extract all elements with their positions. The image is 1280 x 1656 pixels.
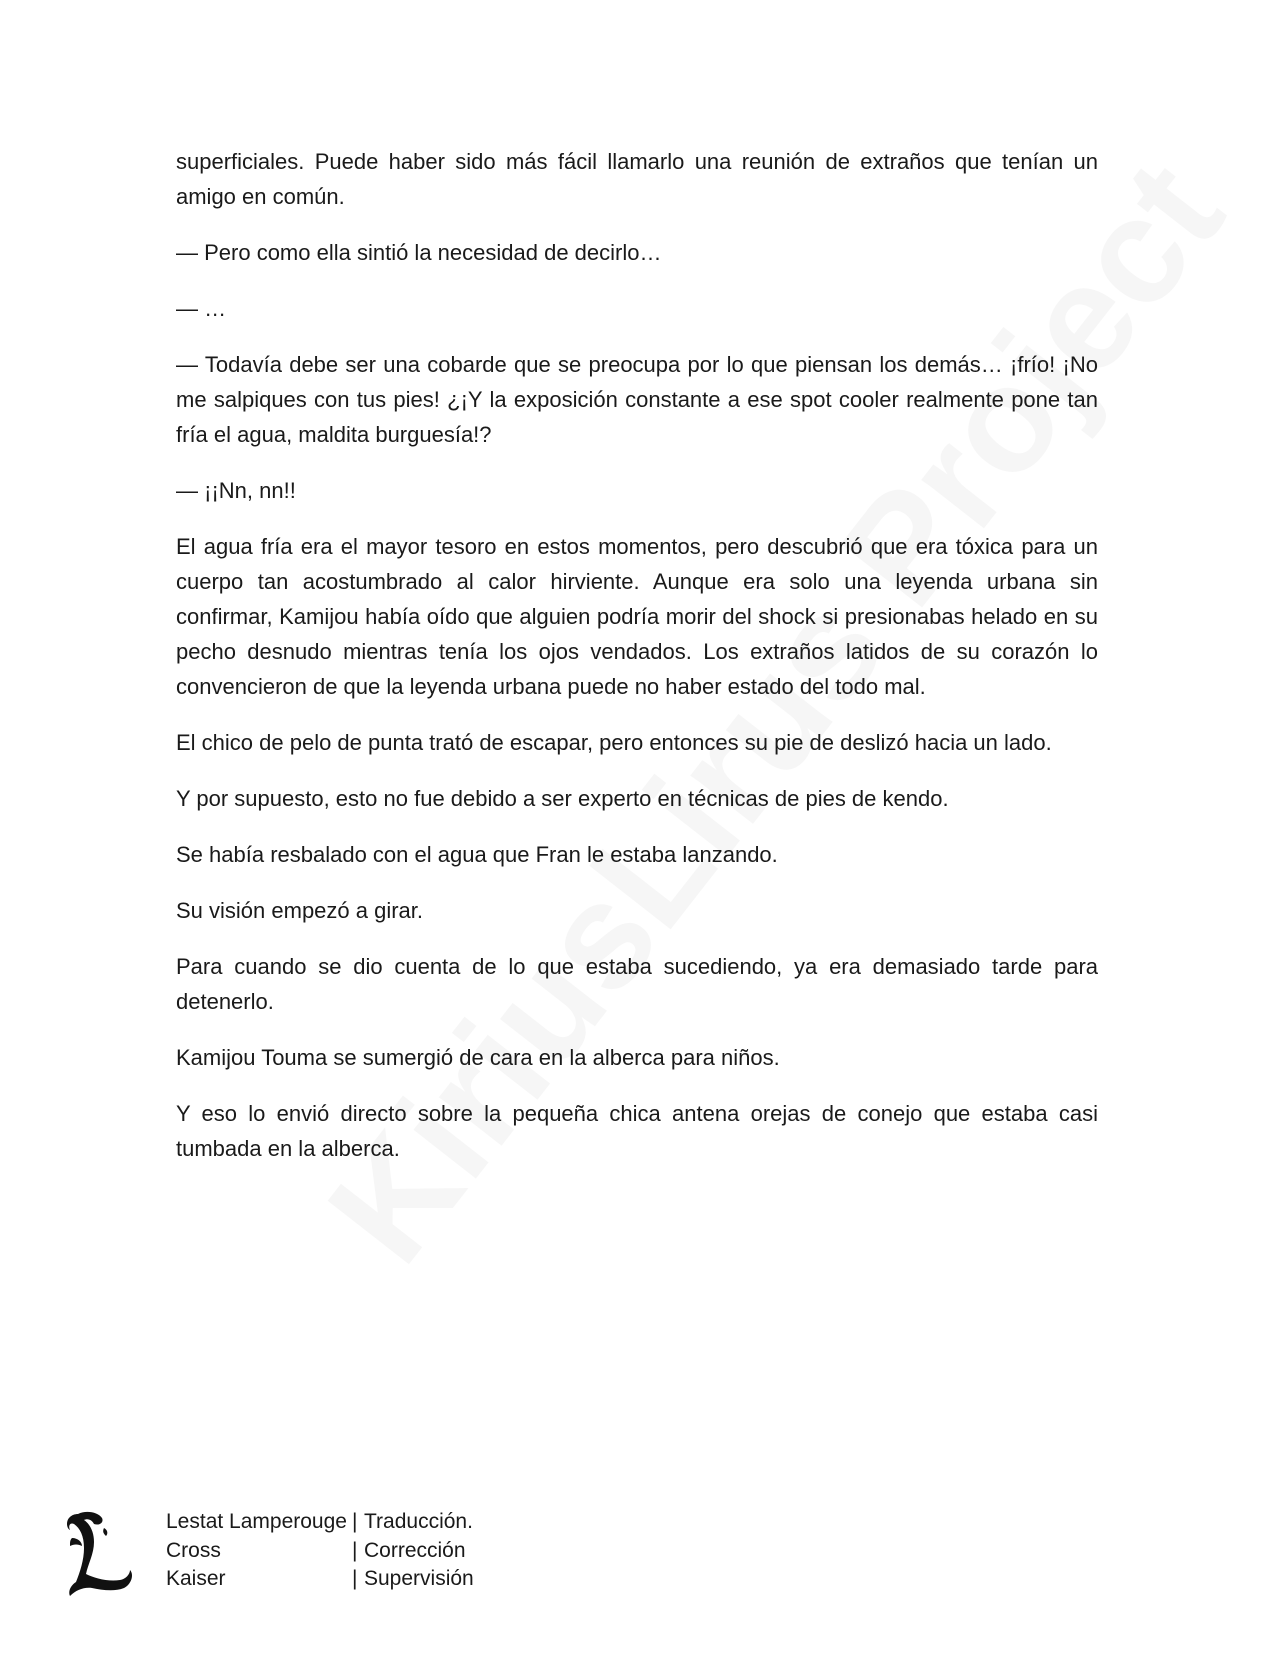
credit-row (166, 1508, 474, 1537)
credit-row (166, 1565, 474, 1594)
credit-name: Lestat Lamperouge (166, 1510, 347, 1533)
gothic-letter-L-icon (64, 1508, 134, 1598)
credit-row (166, 1537, 474, 1566)
credit-name: Kaiser (166, 1567, 226, 1590)
paragraph: Y por supuesto, esto no fue debido a ser experto en técnicas de pies de kendo. (176, 786, 949, 811)
paragraph: — … (176, 296, 227, 321)
paragraph: — Pero como ella sintió la necesidad de decirlo… (176, 240, 662, 265)
paragraph: Kamijou Touma se sumergió de cara en la alberca para niños. (176, 1045, 780, 1070)
credit-separator: | (352, 1538, 358, 1562)
paragraph: — ¡¡Nn, nn!! (176, 478, 296, 503)
credit-separator: | (352, 1510, 358, 1533)
paragraph: El chico de pelo de punta trató de escapar, pero entonces su pie de deslizó hacia un lado. (176, 730, 1052, 755)
credit-role: Traducción. (364, 1510, 473, 1533)
credit-separator: | (352, 1567, 358, 1590)
credit-role: Supervisión (364, 1567, 474, 1590)
credit-name: Cross (166, 1538, 221, 1562)
paragraph: — Todavía debe ser una cobarde que se preocupa por lo que piensan los demás… ¡frío! ¡No me salpiques con tus pies! ¿¡Y la exposición constante a ese spot cooler realmente pone tan fría el agua, maldita burguesía!? (176, 352, 1098, 447)
footer (64, 1508, 664, 1608)
credit-role: Corrección (364, 1538, 466, 1562)
body-text (176, 144, 1098, 1187)
paragraph: Y eso lo envió directo sobre la pequeña chica antena orejas de conejo que estaba casi tumbada en la alberca. (176, 1101, 1098, 1161)
paragraph: Se había resbalado con el agua que Fran le estaba lanzando. (176, 842, 778, 867)
paragraph: Para cuando se dio cuenta de lo que estaba sucediendo, ya era demasiado tarde para detenerlo. (176, 954, 1098, 1014)
credits (166, 1508, 474, 1594)
paragraph: Su visión empezó a girar. (176, 898, 424, 923)
paragraph: superficiales. Puede haber sido más fácil llamarlo una reunión de extraños que tenían un amigo en común. (176, 149, 1098, 209)
paragraph: El agua fría era el mayor tesoro en estos momentos, pero descubrió que era tóxica para un cuerpo tan acostumbrado al calor hirviente. Aunque era solo una leyenda urbana sin confirmar, Kamijou había oído que alguien podría morir del shock si presionabas helado en su pecho desnudo mientras tenía los ojos vendados. Los extraños latidos de su corazón lo convencieron de que la leyenda urbana puede no haber estado del todo mal. (176, 534, 1098, 699)
